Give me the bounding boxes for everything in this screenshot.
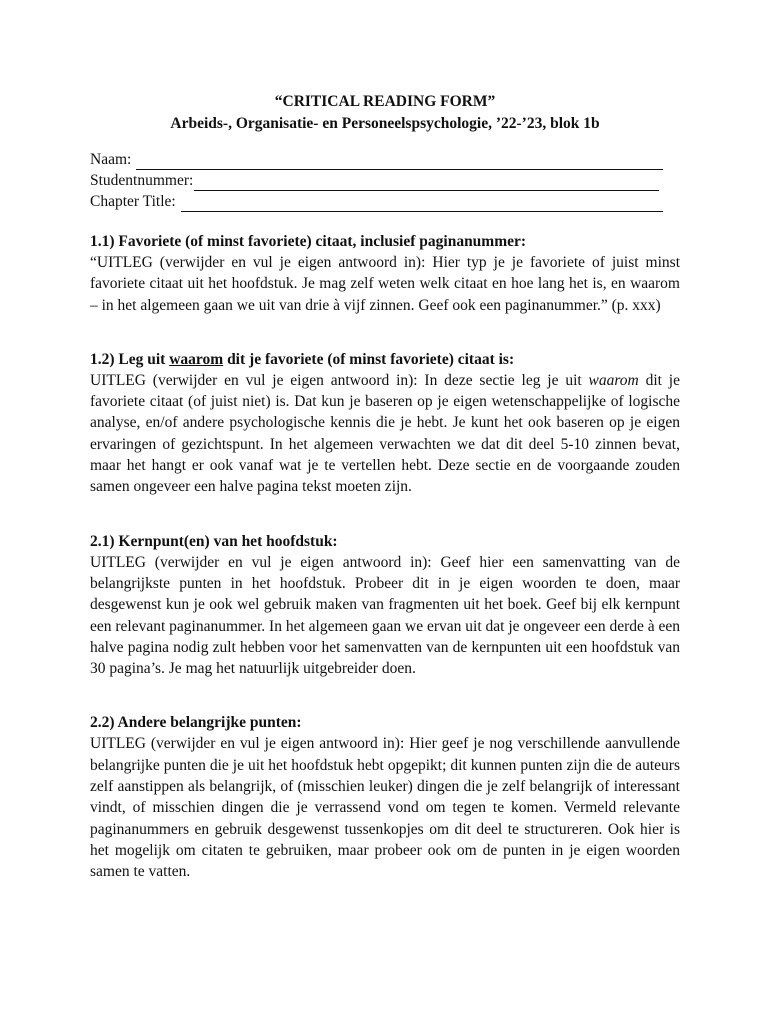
student-info-fields bbox=[90, 149, 680, 212]
section-heading: 2.2) Andere belangrijke punten: bbox=[90, 714, 302, 732]
document-title: “CRITICAL READING FORM” bbox=[274, 93, 496, 110]
chapter-title-input-line[interactable] bbox=[181, 195, 663, 212]
section-body bbox=[90, 370, 680, 498]
chapter-title-field[interactable] bbox=[90, 191, 663, 212]
studentnummer-input-line[interactable] bbox=[194, 174, 659, 191]
body-part: UITLEG (verwijder en vul je eigen antwoord in): In deze sectie leg je uit bbox=[90, 371, 589, 389]
naam-field[interactable] bbox=[90, 149, 663, 170]
document-subtitle: Arbeids-, Organisatie- en Personeelspsychologie, ’22-’23, blok 1b bbox=[170, 115, 600, 132]
section-body: “UITLEG (verwijder en vul je eigen antwoord in): Hier typ je je favoriete of juist minst favoriete citaat uit het hoofdstuk. Je mag zelf weten welk citaat en hoe lang het is, en waarom – in het algemeen gaan we uit van drie à vijf zinnen. Geef ook een paginanummer.” (p. xxx) bbox=[90, 254, 680, 314]
heading-part: 1.2) Leg uit bbox=[90, 350, 170, 368]
section-heading bbox=[90, 349, 680, 370]
section-body: UITLEG (verwijder en vul je eigen antwoord in): Geef hier een samenvatting van de belangrijkste punten in het hoofdstuk. Probeer dit in je eigen woorden te doen, maar desgewenst kun je ook wel gebruik maken van fragmenten uit het boek. Geef bij elk kernpunt een relevant paginanummer. In het algemeen gaan we ervan uit dat je ongeveer een derde à een halve pagina nodig zult hebben voor het samenvatten van de kernpunten uit een hoofdstuk van 30 pagina’s. Je mag het natuurlijk uitgebreider doen. bbox=[90, 553, 680, 678]
section-heading: 2.1) Kernpunt(en) van het hoofdstuk: bbox=[90, 532, 338, 550]
chapter-title-label: Chapter Title: bbox=[90, 193, 176, 210]
document-page bbox=[90, 92, 680, 883]
section-key-points bbox=[90, 531, 680, 680]
heading-part: dit je favoriete (of minst favoriete) citaat is: bbox=[223, 350, 515, 368]
studentnummer-field[interactable] bbox=[90, 170, 659, 191]
section-explain-why bbox=[90, 349, 680, 498]
body-part: dit je favoriete citaat (of juist niet) is. Dat kun je baseren op je eigen wetenschappelijke of logische analyse, en/of andere psychologische kennis die je hebt. Je kunt het ook baseren op je eigen ervaringen of gezichtspunt. In het algemeen verwachten we dat dit deel 5-10 zinnen bevat, maar het hangt er ook vanaf wat je te vertellen hebt. Deze sectie en de voorgaande zouden samen ongeveer een halve pagina tekst moeten zijn. bbox=[90, 371, 680, 496]
naam-label: Naam: bbox=[90, 151, 132, 168]
section-favorite-quote bbox=[90, 231, 680, 316]
naam-input-line[interactable] bbox=[136, 153, 663, 170]
heading-underlined-word: waarom bbox=[169, 350, 224, 368]
studentnummer-label: Studentnummer: bbox=[90, 172, 194, 189]
section-heading: 1.1) Favoriete (of minst favoriete) citaat, inclusief paginanummer: bbox=[90, 233, 527, 250]
body-italic-word: waarom bbox=[588, 371, 639, 389]
section-body: UITLEG (verwijder en vul je eigen antwoord in): Hier geef je nog verschillende aanvullende belangrijke punten die je uit het hoofdstuk hebt opgepikt; dit kunnen punten zijn die de auteurs zelf aanstippen als belangrijk, of (misschien leuker) dingen die je zelf belangrijk of interessant vindt, of misschien dingen die je verrassend vond om tegen te komen. Vermeld relevante paginanummers en gebruik desgewenst tussenkopjes om dit deel te structureren. Ook hier is het mogelijk om citaten te gebruiken, maar probeer ook om de punten in je eigen woorden samen te vatten. bbox=[90, 735, 680, 881]
section-other-points bbox=[90, 712, 680, 882]
